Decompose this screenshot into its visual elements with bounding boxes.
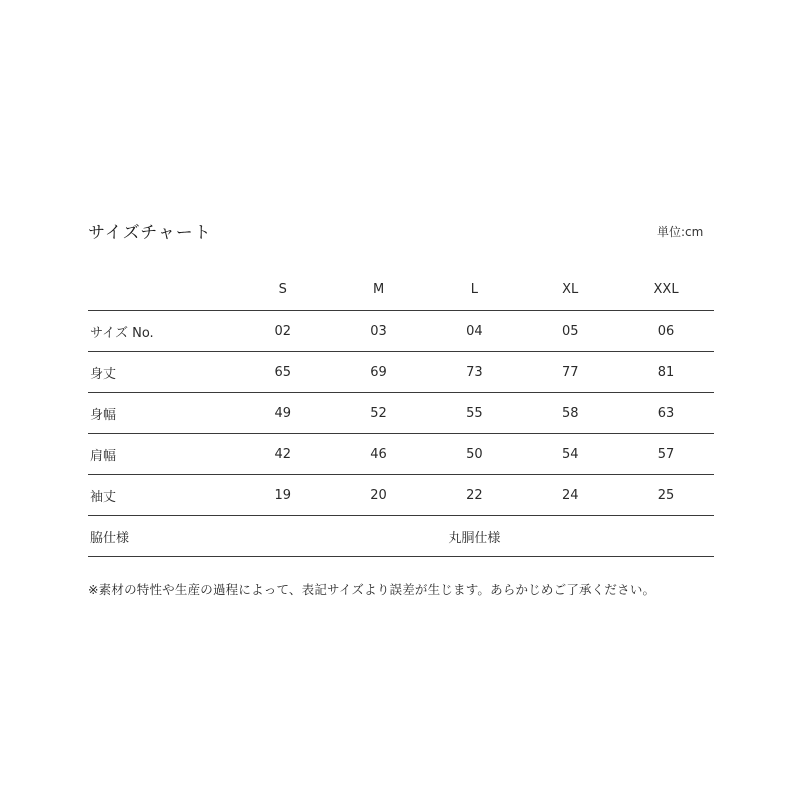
table-cell: 05	[522, 311, 618, 352]
row-label: 袖丈	[88, 475, 235, 516]
disclaimer-note: ※素材の特性や生産の過程によって、表記サイズより誤差が生じます。あらかじめご了承ください。	[88, 582, 656, 597]
table-cell: 50	[426, 434, 522, 475]
table-cell: 25	[618, 475, 714, 516]
header-size-m: M	[331, 268, 427, 311]
table-cell: 22	[426, 475, 522, 516]
table-cell: 24	[522, 475, 618, 516]
chart-title: サイズチャート	[88, 223, 212, 243]
row-label: 身幅	[88, 393, 235, 434]
row-label: サイズ No.	[88, 311, 235, 352]
table-cell: 42	[235, 434, 331, 475]
table-cell: 69	[331, 352, 427, 393]
table-cell: 54	[522, 434, 618, 475]
table-cell: 65	[235, 352, 331, 393]
table-row-sleeve-length	[88, 475, 714, 516]
table-cell: 19	[235, 475, 331, 516]
table-row-body-width	[88, 393, 714, 434]
table-cell: 49	[235, 393, 331, 434]
table-row-body-length	[88, 352, 714, 393]
header-size-s: S	[235, 268, 331, 311]
row-label: 肩幅	[88, 434, 235, 475]
table-cell: 63	[618, 393, 714, 434]
table-cell: 52	[331, 393, 427, 434]
size-table	[88, 268, 714, 557]
header-size-xl: XL	[522, 268, 618, 311]
table-cell: 73	[426, 352, 522, 393]
row-label: 脇仕様	[88, 516, 235, 557]
table-row-shoulder-width	[88, 434, 714, 475]
header-size-xxl: XXL	[618, 268, 714, 311]
header-size-l: L	[426, 268, 522, 311]
header-blank-cell	[88, 268, 235, 311]
unit-label: 単位:cm	[657, 225, 704, 239]
table-cell: 02	[235, 311, 331, 352]
table-row-side-spec	[88, 516, 714, 557]
side-spec-value: 丸胴仕様	[235, 516, 714, 557]
table-cell: 03	[331, 311, 427, 352]
table-cell: 55	[426, 393, 522, 434]
table-cell: 57	[618, 434, 714, 475]
table-cell: 58	[522, 393, 618, 434]
table-cell: 06	[618, 311, 714, 352]
table-cell: 20	[331, 475, 427, 516]
table-cell: 46	[331, 434, 427, 475]
table-row-size-no	[88, 311, 714, 352]
table-header-row	[88, 268, 714, 311]
table-cell: 04	[426, 311, 522, 352]
row-label: 身丈	[88, 352, 235, 393]
table-cell: 81	[618, 352, 714, 393]
table-cell: 77	[522, 352, 618, 393]
